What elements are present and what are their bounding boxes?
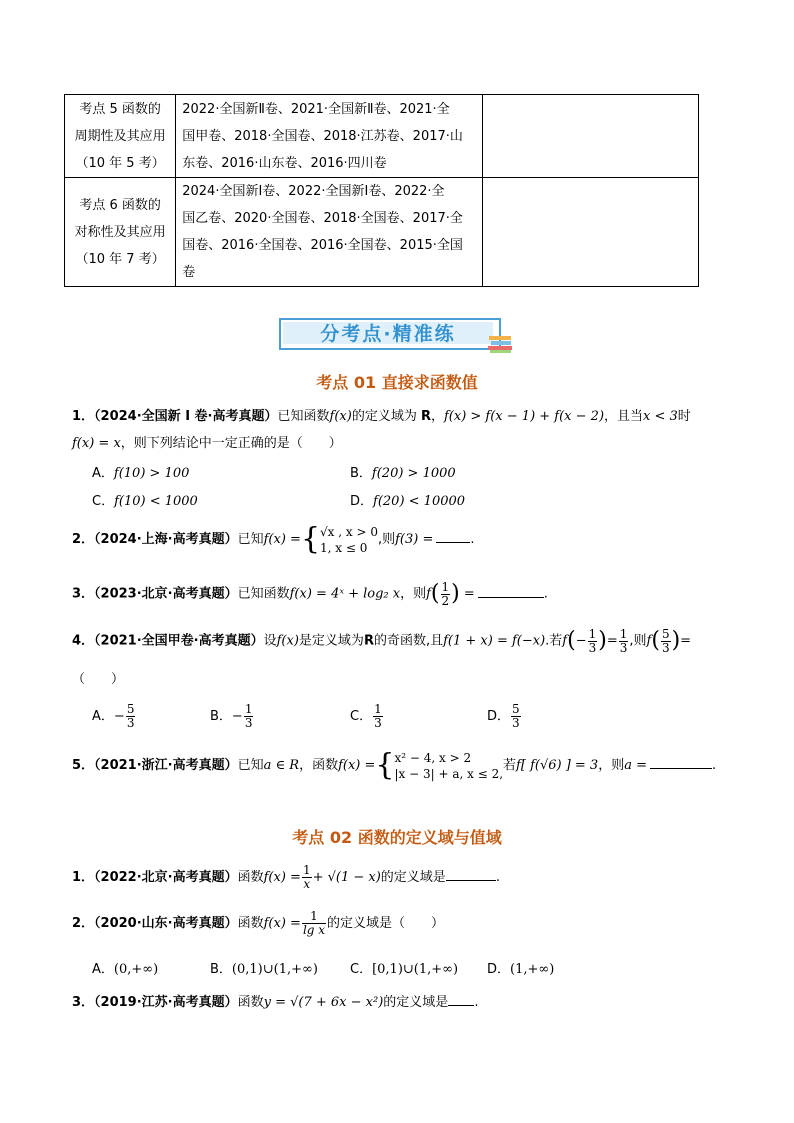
- math: f(x) =: [263, 870, 301, 885]
- question-number: 3．: [72, 995, 95, 1010]
- math: f(x) =: [263, 916, 301, 931]
- math: f: [426, 586, 431, 602]
- question-4: [72, 623, 691, 660]
- numerator: 5: [512, 702, 520, 716]
- math: a =: [624, 758, 648, 773]
- years-cell: [176, 178, 482, 287]
- option-c[interactable]: [350, 700, 384, 734]
- math: f(20) < 10000: [373, 494, 466, 509]
- denominator: 3: [588, 640, 597, 655]
- years-line: 国卷、2016·全国卷、2016·全国卷、2015·全国: [182, 238, 463, 253]
- exam-topic-table: [64, 94, 699, 287]
- option-b[interactable]: [210, 958, 318, 977]
- text: 设: [263, 633, 277, 649]
- question-number: 3．: [72, 586, 95, 602]
- question-2: [72, 520, 475, 560]
- years-line: 东卷、2016·山东卷、2016·四川卷: [182, 155, 387, 171]
- math: x < 3: [643, 409, 678, 424]
- piecewise: [394, 750, 503, 782]
- text: ，则: [400, 586, 427, 602]
- text: .: [712, 758, 717, 773]
- denominator: 3: [374, 716, 382, 730]
- math: R: [420, 409, 431, 424]
- option-b[interactable]: [350, 462, 456, 481]
- math: (0,+∞): [113, 962, 159, 977]
- option-label: A．: [92, 466, 114, 481]
- text: .若: [545, 633, 563, 649]
- math: f(x) = x: [72, 436, 121, 451]
- question-source: （2024·上海·高考真题）: [94, 532, 238, 547]
- paren: (: [430, 581, 440, 606]
- piecewise: [320, 524, 378, 556]
- math: f(x) =: [338, 758, 376, 773]
- topic-line: 考点 6 函数的: [79, 197, 161, 213]
- text: ，函数: [299, 758, 339, 773]
- banner-title: 分考点·精准练: [320, 323, 456, 345]
- paren: ): [598, 628, 607, 653]
- piece-line: |x − 3| + a, x ≤ 2,: [394, 766, 504, 781]
- question-1: [72, 860, 500, 896]
- paren: ): [451, 581, 460, 606]
- question-2: [72, 906, 444, 942]
- topic-cell: [65, 95, 176, 178]
- text: ，且当: [604, 409, 644, 424]
- question-number: 5．: [72, 758, 95, 773]
- years-cell: [176, 95, 482, 178]
- math: y = √(7 + 6x − x²): [263, 995, 384, 1010]
- section-title: 考点 01 直接求函数值: [316, 373, 478, 392]
- topic-line: 对称性及其应用: [74, 224, 166, 240]
- question-source: （2022·北京·高考真题）: [94, 870, 238, 885]
- piece-line: 1, x ≤ 0: [320, 540, 368, 555]
- fraction: [441, 581, 451, 608]
- books-icon: [487, 332, 515, 354]
- numerator: 1: [244, 702, 253, 716]
- text: .: [495, 870, 500, 885]
- denominator: 3: [619, 640, 628, 655]
- numerator: 1: [588, 626, 597, 641]
- brace: {: [300, 521, 321, 557]
- table-row: [65, 95, 699, 178]
- minus-sign: −: [113, 709, 125, 724]
- math: =: [680, 633, 692, 649]
- math: f(x): [276, 633, 299, 649]
- text: ,则: [629, 633, 647, 649]
- option-a[interactable]: [92, 462, 189, 481]
- numerator: 5: [661, 626, 670, 641]
- math: f(10) < 1000: [114, 494, 198, 509]
- question-source: （2024·全国新 I 卷·高考真题）: [94, 409, 278, 424]
- piece-line: √x , x > 0: [320, 524, 378, 539]
- option-b[interactable]: [210, 700, 254, 734]
- text: 的定义域为: [351, 409, 421, 424]
- text: 函数: [237, 995, 264, 1010]
- topic-line: 周期性及其应用: [74, 128, 166, 144]
- years-line: 2022·全国新Ⅱ卷、2021·全国新Ⅱ卷、2021·全: [182, 101, 450, 117]
- option-a[interactable]: [92, 958, 158, 977]
- option-c[interactable]: [350, 958, 458, 977]
- fraction: [588, 628, 598, 655]
- math: [0,1)∪(1,+∞): [372, 962, 459, 977]
- question-source: （2021·浙江·高考真题）: [94, 758, 238, 773]
- question-number: 2．: [72, 916, 95, 931]
- text: 的定义域是: [380, 870, 446, 885]
- numerator: 5: [126, 702, 135, 716]
- topic-cell: [65, 178, 176, 287]
- denominator: lg x: [302, 923, 326, 937]
- text: .: [543, 586, 548, 602]
- math: f(x): [329, 409, 352, 424]
- fraction: [244, 703, 254, 730]
- question-number: 1．: [72, 409, 95, 424]
- fraction: [302, 910, 326, 937]
- text: .: [470, 532, 475, 547]
- denominator: 3: [126, 716, 135, 730]
- text: 的奇函数,且: [373, 633, 444, 649]
- text: 若: [503, 758, 517, 773]
- text: 已知: [237, 532, 264, 547]
- fraction: [619, 628, 629, 655]
- fraction: [511, 703, 521, 730]
- text: 已知函数: [237, 586, 290, 602]
- math: f(1 + x) = f(−x): [443, 633, 546, 649]
- numerator: 1: [302, 863, 311, 877]
- math: f(10) > 100: [113, 466, 190, 481]
- question-number: 4．: [72, 633, 95, 649]
- text: ,则: [377, 532, 396, 547]
- minus-sign: −: [231, 709, 243, 724]
- text: ，则: [598, 758, 625, 773]
- answer-blank[interactable]: [446, 869, 496, 881]
- math: f: [646, 633, 652, 649]
- paren: (: [651, 628, 660, 653]
- question-source: （2021·全国甲卷·高考真题）: [94, 633, 264, 649]
- numerator: 1: [441, 579, 450, 594]
- numerator: 1: [374, 702, 382, 716]
- answer-blank[interactable]: [436, 531, 470, 543]
- fraction: [373, 703, 383, 730]
- numerator: 1: [302, 910, 326, 924]
- years-line: 国甲卷、2018·全国卷、2018·江苏卷、2017·山: [182, 128, 463, 144]
- question-number: 1．: [72, 870, 95, 885]
- topic-line: （10 年 7 考）: [75, 251, 165, 267]
- question-4-paren: （ ）: [72, 672, 125, 687]
- question-5: [72, 746, 716, 786]
- years-line: 国乙卷、2020·全国卷、2018·全国卷、2017·全: [182, 211, 463, 226]
- option-label: B．: [210, 962, 232, 977]
- question-1: [72, 405, 691, 424]
- text: 的定义域是（ ）: [327, 916, 445, 931]
- option-label: D．: [350, 494, 374, 509]
- math: f[ f(√6) ] = 3: [516, 758, 599, 773]
- question-source: （2023·北京·高考真题）: [94, 586, 238, 602]
- math: f(x) = 4ˣ + log₂ x: [289, 586, 401, 602]
- option-label: C．: [350, 962, 373, 977]
- text: ，则下列结论中一定正确的是（ ）: [120, 436, 342, 451]
- math: (1,+∞): [510, 962, 555, 977]
- question-number: 2．: [72, 532, 95, 547]
- math: =: [606, 633, 618, 649]
- question-1-line2: [72, 432, 342, 451]
- years-line: 卷: [182, 265, 196, 280]
- option-c[interactable]: [92, 490, 198, 509]
- empty-cell: [482, 178, 698, 287]
- section-banner: [279, 316, 501, 350]
- text: ，: [430, 409, 444, 424]
- numerator: 1: [619, 626, 628, 641]
- math: R: [363, 633, 374, 649]
- answer-blank[interactable]: [448, 994, 474, 1006]
- option-a[interactable]: [92, 700, 136, 734]
- text: 的定义域是: [383, 995, 449, 1010]
- text: 函数: [237, 870, 264, 885]
- fraction: [126, 703, 136, 730]
- option-label: A．: [92, 962, 114, 977]
- text: 函数: [237, 916, 264, 931]
- answer-blank[interactable]: [650, 757, 712, 769]
- minus-sign: −: [575, 633, 587, 649]
- text: 已知函数: [277, 409, 330, 424]
- question-3: [72, 576, 548, 613]
- option-label: C．: [92, 494, 115, 509]
- topic-line: 考点 5 函数的: [79, 101, 161, 117]
- text: 是定义域为: [298, 633, 364, 649]
- option-d[interactable]: [487, 700, 522, 734]
- math: + √(1 − x): [312, 870, 381, 885]
- option-label: B．: [350, 466, 372, 481]
- fraction: [302, 864, 312, 891]
- math: f(x) =: [263, 532, 301, 547]
- denominator: 3: [512, 716, 520, 730]
- option-label: D．: [487, 709, 511, 724]
- topic-line: （10 年 5 考）: [75, 155, 165, 171]
- option-label: C．: [350, 709, 373, 724]
- table-row: [65, 178, 699, 287]
- piece-line: x² − 4, x > 2: [394, 750, 472, 765]
- question-source: （2019·江苏·高考真题）: [94, 995, 238, 1010]
- text: 时: [677, 409, 691, 424]
- empty-cell: [482, 95, 698, 178]
- math: f(x) > f(x − 1) + f(x − 2): [443, 409, 605, 424]
- section-title: 考点 02 函数的定义域与值域: [292, 828, 502, 847]
- answer-blank[interactable]: [478, 586, 544, 598]
- math: f: [562, 633, 568, 649]
- question-3: [72, 991, 478, 1010]
- text: .: [474, 995, 479, 1010]
- math: =: [463, 586, 475, 602]
- brace: {: [375, 747, 395, 783]
- question-source: （2020·山东·高考真题）: [94, 916, 238, 931]
- option-d[interactable]: [487, 958, 554, 977]
- text: 已知: [237, 758, 264, 773]
- math: (0,1)∪(1,+∞): [231, 962, 318, 977]
- denominator: 2: [441, 593, 450, 608]
- denominator: 3: [661, 640, 670, 655]
- option-label: A．: [92, 709, 114, 724]
- fraction: [661, 628, 671, 655]
- denominator: x: [303, 877, 311, 891]
- math: f(3) =: [395, 532, 434, 547]
- option-label: D．: [487, 962, 511, 977]
- math: f(20) > 1000: [371, 466, 456, 481]
- option-label: B．: [210, 709, 232, 724]
- denominator: 3: [244, 716, 253, 730]
- paren: ): [671, 628, 681, 653]
- years-line: 2024·全国新Ⅰ卷、2022·全国新Ⅰ卷、2022·全: [182, 184, 445, 199]
- math: a ∈ R: [263, 758, 300, 773]
- option-d[interactable]: [350, 490, 465, 509]
- paren: (: [567, 628, 576, 653]
